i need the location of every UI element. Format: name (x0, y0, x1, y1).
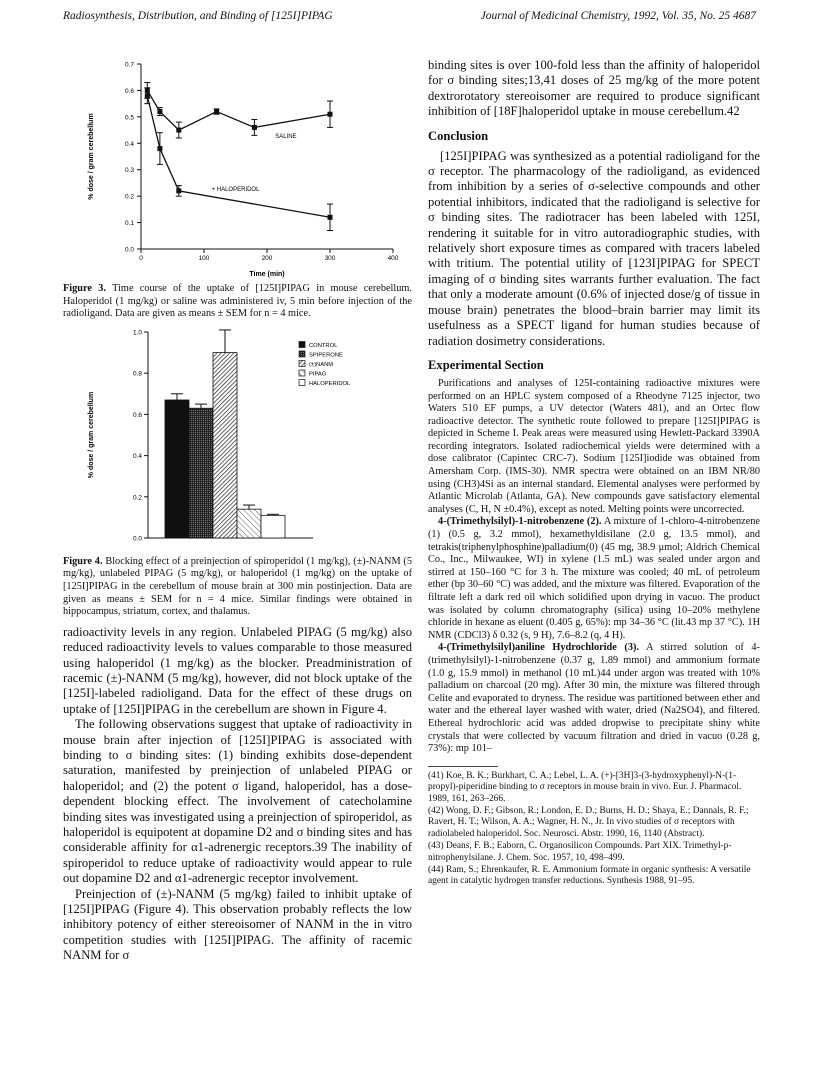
footnote-divider (428, 766, 498, 767)
figure-4-caption (63, 556, 412, 619)
y-tick-label: 1.0 (132, 329, 142, 337)
figure-4-caption-text: Blocking effect of a preinjection of spiroperidol (1 mg/kg), (±)-NANM (5 mg/kg), unlabeled PIPAG (5 mg/kg), or haloperidol (1 mg/kg) on the uptake of [125I]PIPAG in the cerebellum of mouse brain at 300 min postinjection. Data are given as means ± SEM for n = 4 mice. Similar findings were obtained in hippocampus, striatum, cortex, and thalamus. (63, 555, 412, 618)
y-tick-label: 0.3 (124, 167, 134, 175)
figure-4-label: Figure 4. (63, 555, 103, 567)
data-point (328, 215, 333, 220)
y-tick-label: 0.0 (124, 246, 134, 254)
experimental-paragraph: Purifications and analyses of 125I-containing radioactive mixtures were performed on an HPLC system composed of a Rheodyne 7125 injector, two Waters 510 EF pumps, a UV detector (Waters 481), and an Ortec flow radioactive detector. The synthetic route followed to prepare [125I]PIPAG is depicted in Scheme I. Peak areas were measured using Hewlett-Packard 3390A recording integrators. Isolated radiochemical yields were determined with a dose calibrator (Capintec CRC-7). Sodium [125I]iodide was obtained from Amersham Corp. (IMS-30). NMR spectra were obtained on an IBM NR/80 using (CH3)4Si as an internal standard. Elemental analyses were performed by Atlantic Microlab (Atlanta, GA). New compounds gave satisfactory elemental analyses (C, H, N ±0.4%), except as noted. Melting points were uncorrected. (428, 377, 760, 515)
figure-3-label: Figure 3. (63, 283, 107, 294)
legend-swatch (299, 360, 305, 366)
data-point (157, 146, 162, 151)
series-line (147, 96, 330, 218)
data-point (157, 109, 162, 114)
y-tick-label: 0.2 (124, 193, 134, 201)
y-tick-label: 0.4 (132, 452, 142, 460)
y-tick-label: 0.1 (124, 220, 134, 228)
figure-3-caption (63, 283, 412, 321)
reference-item: (44) Ram, S.; Ehrenkaufer, R. E. Ammonium formate in organic synthesis: A versatile agent in catalytic hydrogen transfer reductions. Synthesis 1988, 91–95. (428, 864, 751, 887)
body-paragraph: radioactivity levels in any region. Unlabeled PIPAG (5 mg/kg) also reduced radioactivity levels to values comparable to those measured using haloperidol (1 mg/kg) as the blocker. Preadministration of racemic (±)-NANM (5 mg/kg), however, did not block uptake of the [125I]-labeled radioligand. Data for the effect of these drugs on uptake of [125I]PIPAG in the cerebellum are shown in Figure 4. (63, 624, 412, 716)
legend-swatch (299, 370, 305, 376)
figure-4-chart (63, 324, 412, 552)
bar (189, 408, 213, 538)
bar (165, 400, 189, 538)
legend-label: PIPAG (309, 371, 327, 378)
running-header-journal: Journal of Medicinal Chemistry, 1992, Vol. 35, No. 25 4687 (480, 10, 756, 22)
legend-label: CONTROL (309, 342, 338, 349)
y-tick-label: 0.6 (132, 411, 142, 419)
y-tick-label: 0.2 (132, 494, 142, 502)
series-label: SALINE (275, 134, 297, 140)
y-tick-label: 0.6 (124, 87, 134, 95)
data-point (214, 109, 219, 114)
x-tick-label: 100 (198, 255, 210, 262)
y-tick-label: 0.8 (132, 370, 142, 378)
body-paragraph: The following observations suggest that uptake of radioactivity in mouse brain after injection of [125I]PIPAG is associated with binding to σ binding sites: (1) binding exhibits dose-dependent saturation, manifested by preinjection of unlabeled PIPAG or haloperidol; and (2) the potent σ ligand, haloperidol, has a dose-dependent blocking effect. The involvement of catecholamine binding sites was investigated using a preinjection of spiroperidol, as haloperidol is equipotent at dopamine D2 and σ binding sites and has considerable affinity for α1-adrenergic receptors.39 The inability of spiroperidol to reduce uptake of radioactivity would appear to rule out dopamine D2 and α1-adrenergic receptor involvement. (63, 717, 412, 886)
y-tick-label: 0.5 (124, 114, 134, 122)
data-point (176, 128, 181, 133)
legend-label: SPIPERONE (309, 352, 343, 359)
figure-3-chart (63, 58, 412, 283)
x-tick-label: 0 (139, 255, 143, 262)
legend-swatch (299, 379, 305, 385)
data-point (252, 125, 257, 130)
experimental-paragraph (428, 642, 760, 755)
right-column (428, 58, 760, 889)
y-axis-label: % dose / gram cerebellum (88, 391, 95, 478)
references (428, 771, 760, 888)
y-tick-label: 0.7 (124, 61, 134, 69)
legend-label: HALOPERIDOL (309, 380, 351, 387)
bar (213, 352, 237, 537)
compound-2-title: 4-(Trimethylsilyl)-1-nitrobenzene (2). (438, 516, 602, 528)
experimental-paragraph (428, 516, 760, 642)
y-tick-label: 0.0 (132, 535, 142, 543)
x-tick-label: 200 (261, 255, 273, 262)
reference-item: (43) Deans, F. B.; Eaborn, C. Organosilicon Compounds. Part XIX. Trimethyl-p-nitrophenylsilane. J. Chem. Soc. 1957, 10, 498–499. (428, 841, 732, 863)
conclusion-paragraph: [125I]PIPAG was synthesized as a potential radioligand for the σ receptor. The pharmacology of the radioligand, as evidenced from inhibition by a series of σ-selective compounds and other potential inhibitors, indicated that the radioligand is selective for σ binding sites. The radiotracer has been labeled with 125I, rendering it suitable for in vitro autoradiographic studies, with relatively short exposure times as compared with tracers labeled with tritium. The potential utility of [123I]PIPAG for SPECT imaging of σ binding sites warrants further evaluation. The fact that only a moderate amount (0.6% of injected dose/g of tissue in mouse brain) penetrates the blood–brain barrier may limit its usefulness as a SPECT ligand for human studies because of radiation dosimetry considerations. (428, 148, 760, 348)
data-point (145, 93, 150, 98)
legend-swatch (299, 351, 305, 357)
y-tick-label: 0.4 (124, 140, 134, 148)
x-axis-label: Time (min) (249, 271, 285, 278)
data-point (176, 188, 181, 193)
series-line (147, 90, 330, 130)
y-axis-label: % dose / gram cerebellum (88, 113, 95, 200)
reference-item: (41) Koe, B. K.; Burkhart, C. A.; Lebel, L. A. (+)-[3H]3-(3-hydroxyphenyl)-N-(1-propyl)-piperidine binding to σ receptors in mouse brain in vivo. Eur. J. Pharmacol. 1989, 161, 263–266. (428, 770, 742, 804)
legend-swatch (299, 341, 305, 347)
figure-3-caption-text: Time course of the uptake of [125I]PIPAG in mouse cerebellum. Haloperidol (1 mg/kg) or saline was administered iv, 5 min before injection of the radioligand. Data are given as means ± SEM for n = 4 mice. (63, 283, 413, 320)
reference-item: (42) Wong, D. F.; Gibson, R.; London, E. D.; Burns, H. D.; Shaya, E.; Dannals, R. F.; Ravert, H. T.; Wilson, A. A.; Wagner, H. N., Jr. In vivo studies of σ receptors with radiolabeled haloperidol. Soc. Neurosci. Abstr. 1990, 16, 1140 (Abstract). (428, 805, 749, 839)
section-heading-conclusion: Conclusion (428, 128, 489, 143)
legend-label: (±)NANM (309, 361, 334, 368)
running-header-title: Radiosynthesis, Distribution, and Binding of [125I]PIPAG (63, 10, 333, 22)
compound-2-text: A mixture of 1-chloro-4-nitrobenzene (1) (0.5 g, 3.2 mmol), hexamethyldisilane (2.0 g, 13.5 mmol), and tetrakis(triphenylphosphine)palladium(0) (45 mg, 38.9 μmol; Aldrich Chemical Co., Inc., Milwaukee, WI) in xylene (1.5 mL) was sealed under argon and stirred at 150–160 °C for 3 h. The mixture was cooled; 40 mL of petroleum ether (bp 30–60 °C) was added, and the mixture was filtered. Evaporation of the filtrate left a dark red oil which solidified upon drying in vacuo. The product was isolated by column chromatography (silica) using 10–20% methylene chloride in hexane as eluent (0.405 g, 65%): mp 34–36 °C (lit.43 mp 37 °C). 1H NMR (CDCl3) δ 0.32 (s, 9 H), 7.6–8.2 (q, 4 H). (428, 516, 760, 641)
compound-3-text: A stirred solution of 4-(trimethylsilyl)-1-nitrobenzene (0.37 g, 1.89 mmol) and ammonium formate (1.0 g, 15.9 mmol) in methanol (10 mL)44 under argon was treated with 10% palladium on charcoal (20 mg). After 30 min, the mixture was filtered through Celite and evaporated to dryness. The residue was partitioned between ether and water and the ethereal layer washed with water, dried (Na2SO4), and filtered. Ethereal hydrochloric acid was added dropwise to precipitate shiny white crystals that were collected by vacuum filtration and dried in vacuo (0.28 g, 73%): mp 101– (428, 642, 760, 755)
bar (237, 509, 261, 538)
left-column (63, 58, 412, 964)
series-label: + HALOPERIDOL (211, 186, 260, 193)
bar (261, 515, 285, 538)
body-paragraph: binding sites is over 100-fold less than the affinity of haloperidol for σ binding sites;13,41 doses of 25 mg/kg of the more potent dextrorotatory stereoisomer are required to produce significant inhibition of [18F]haloperidol uptake in mouse cerebellum.42 (428, 58, 760, 119)
compound-3-title: 4-(Trimethylsilyl)aniline Hydrochloride (3). (438, 642, 640, 654)
data-point (328, 112, 333, 117)
body-paragraph: Preinjection of (±)-NANM (5 mg/kg) failed to inhibit uptake of [125I]PIPAG (Figure 4). This observation probably reflects the low inhibitory potency of either stereoisomer of NANM in the in vitro competition studies with [125I]PIPAG. The affinity of racemic NANM for σ (63, 886, 412, 963)
x-tick-label: 300 (324, 255, 336, 262)
section-heading-experimental: Experimental Section (428, 357, 544, 372)
x-tick-label: 400 (387, 255, 399, 262)
